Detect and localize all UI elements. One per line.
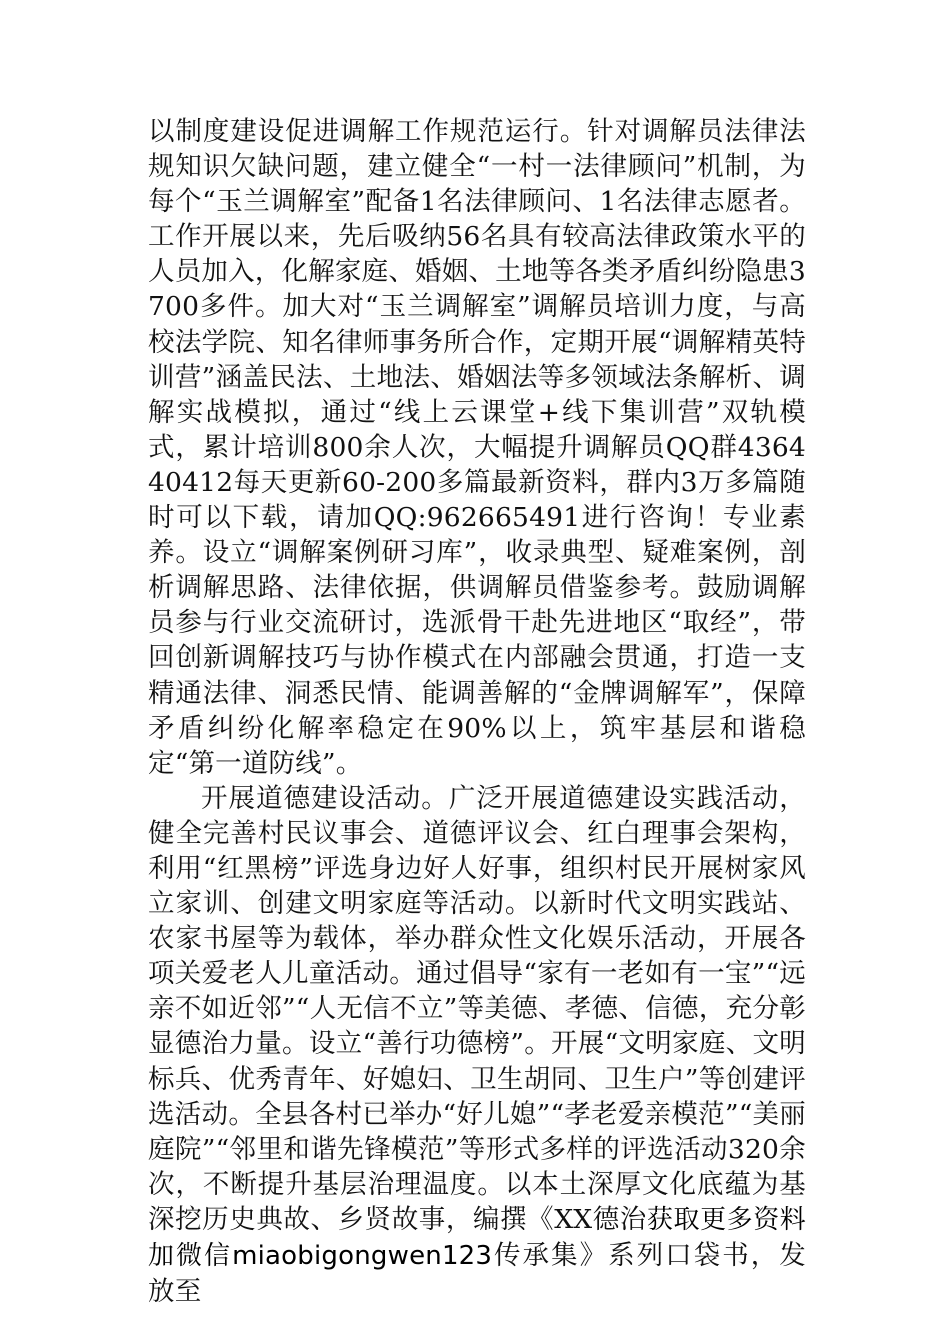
promo-watermark-text: 获取更多资料加微信miaobigongwen123 bbox=[148, 1204, 807, 1271]
paragraph-mediation-regulation bbox=[148, 114, 806, 781]
paragraph-text-continued: 传承集》系列口袋书，发放至 bbox=[148, 1240, 806, 1308]
paragraph-text: 开展道德建设活动。广泛开展道德建设实践活动，健全完善村民议事会、道德评议会、红白理事会架构，利用“红黑榜”评选身边好人好事，组织村民开展树家风立家训、创建文明家庭等活动。以新时代文明实践站、农家书屋等为载体，举办群众性文化娱乐活动，开展各项关爱老人儿童活动。通过倡导“家有一老如有一宝”“远亲不如近邻”“人无信不立”等美德、孝德、信德，充分彰显德治力量。设立“善行功德榜”。开展“文明家庭、文明标兵、优秀青年、好媳妇、卫生胡同、卫生户”等创建评选活动。全县各村已举办“好儿媳”“孝老爱亲模范”“美丽庭院”“邻里和谐先锋模范”等形式多样的评选活动320余次，不断提升基层治理温度。以本土深厚文化底蕴为基深挖历史典故、乡贤故事，编撰《XX德治 bbox=[148, 782, 806, 1235]
paragraph-text: 以制度建设促进调解工作规范运行。针对调解员法律法规知识欠缺问题，建立健全“一村一法律顾问”机制，为每个“玉兰调解室”配备1名法律顾问、1名法律志愿者。工作开展以来，先后吸纳56名具有较高法律政策水平的人员加入，化解家庭、婚姻、土地等各类矛盾纠纷隐患3700多件。加大对“玉兰调解室”调解员培训力度，与高校法学院、知名律师事务所合作，定期开展“调解精英特训营”涵盖民法、土地法、婚姻法等多领域法条解析、调解实战模拟，通过“线上云课堂+线下集训营”双轨模式，累计培训800余人次，大幅提升调解员QQ群436440412每天更新60-200多篇最新资料，群内3万多篇随时可以下载，请加QQ:962665491进行咨询！专业素养。设立“调解案例研习库”，收录典型、疑难案例，剖析调解思路、法律依据，供调解员借鉴参考。鼓励调解员参与行业交流研讨，选派骨干赴先进地区“取经”，带回创新调解技巧与协作模式在内部融会贯通，打造一支精通法律、洞悉民情、能调善解的“金牌调解军”，保障矛盾纠纷化解率稳定在90%以上，筑牢基层和谐稳定“第一道防线”。 bbox=[148, 116, 806, 779]
document-body bbox=[148, 114, 806, 1309]
paragraph-moral-construction bbox=[148, 781, 806, 1309]
